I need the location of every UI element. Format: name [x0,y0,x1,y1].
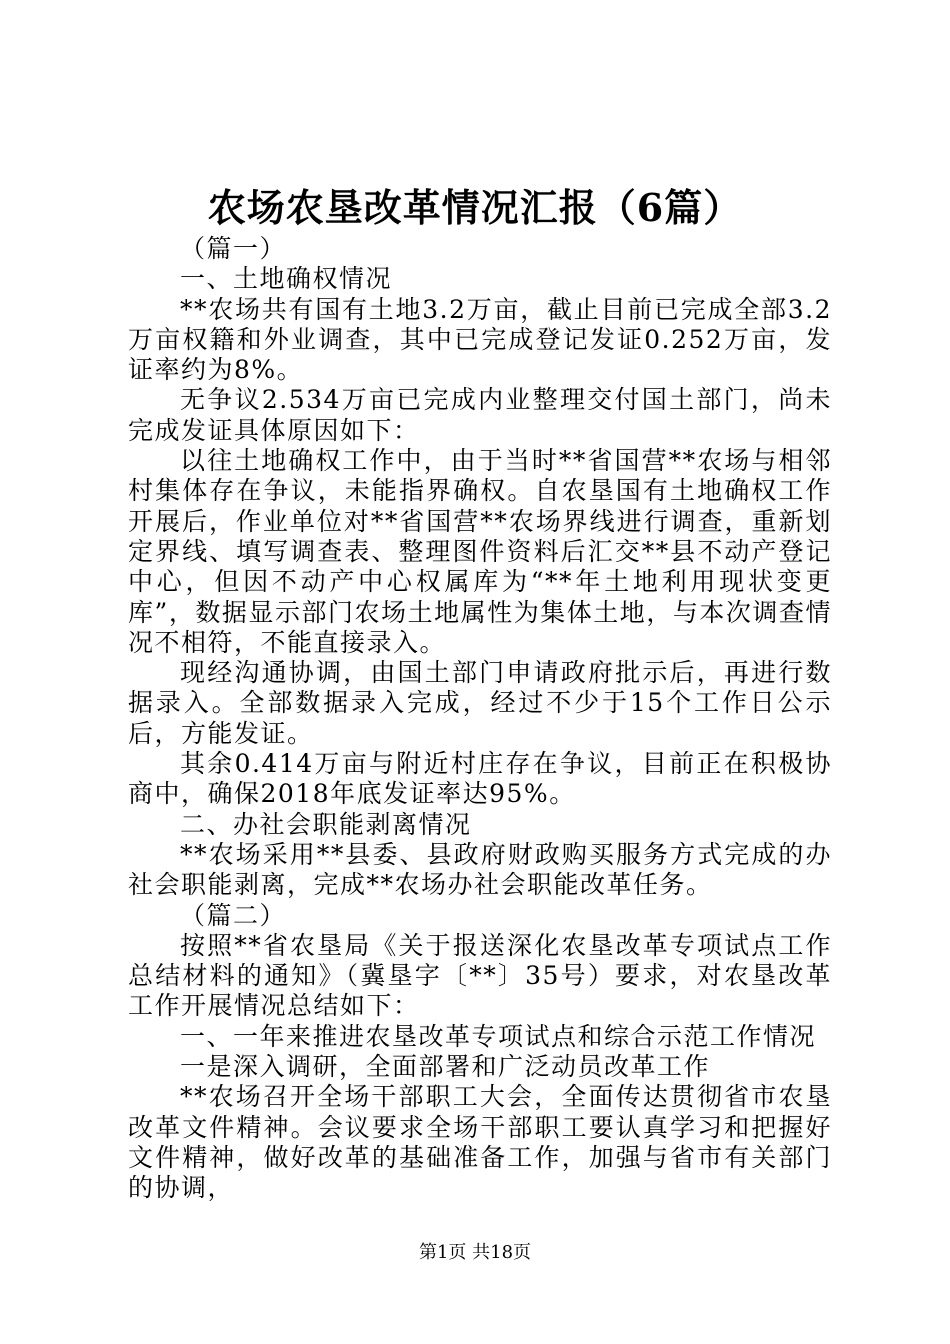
paragraph-section-heading: 一、一年来推进农垦改革专项试点和综合示范工作情况 [180,1021,817,1051]
paragraph: 现经沟通协调，由国土部门申请政府批示后，再进行数据录入。全部数据录入完成，经过不少于15个工作日公示后，方能发证。 [128,658,832,748]
paragraph-section-heading: 二、办社会职能剥离情况 [180,809,472,839]
document-title: 农场农垦改革情况汇报（6篇） [207,185,743,230]
paragraph: **农场采用**县委、县政府财政购买服务方式完成的办社会职能剥离，完成**农场办社会职能改革任务。 [128,839,832,900]
paragraph-subheading: 一是深入调研，全面部署和广泛动员改革工作 [180,1052,711,1082]
paragraph: 其余0.414万亩与附近村庄存在争议，目前正在积极协商中，确保2018年底发证率达95%。 [128,749,832,809]
paragraph-part-one-heading: （篇一） [180,234,287,263]
paragraph-part-two-heading: （篇二） [180,900,287,930]
document-body [128,234,832,1204]
paragraph: **农场召开全场干部职工大会，全面传达贯彻省市农垦改革文件精神。会议要求全场干部职工要认真学习和把握好文件精神，做好改革的基础准备工作，加强与省市有关部门的协调， [128,1082,832,1203]
paragraph: **农场共有国有土地3.2万亩，截止目前已完成全部3.2万亩权籍和外业调查，其中已完成登记发证0.252万亩，发证率约为8%。 [128,294,832,385]
paragraph: 按照**省农垦局《关于报送深化农垦改革专项试点工作总结材料的通知》（冀垦字〔**〕35号）要求，对农垦改革工作开展情况总结如下： [128,930,832,1021]
paragraph: 以往土地确权工作中，由于当时**省国营**农场与相邻村集体存在争议，未能指界确权。自农垦国有土地确权工作开展后，作业单位对**省国营**农场界线进行调查，重新划定界线、填写调查表、整理图件资料后汇交**县不动产登记中心，但因不动产中心权属库为“**年土地利用现状变更库”，数据显示部门农场土地属性为集体土地，与本次调查情况不相符，不能直接录入。 [128,446,832,657]
page-number-footer: 第1页 共18页 [418,1242,532,1263]
paragraph-section-heading: 一、土地确权情况 [180,264,393,294]
paragraph: 无争议2.534万亩已完成内业整理交付国土部门，尚未完成发证具体原因如下： [128,385,832,445]
